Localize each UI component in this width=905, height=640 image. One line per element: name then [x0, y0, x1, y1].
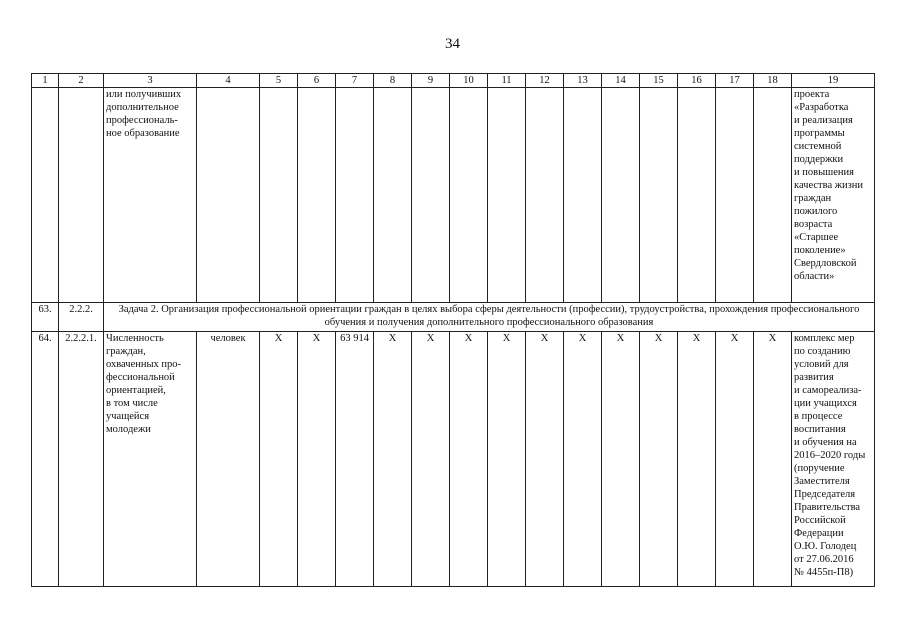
row-number: 63. [32, 303, 59, 332]
column-header: 10 [450, 74, 488, 88]
column-header: 4 [197, 74, 260, 88]
indicators-table [31, 73, 875, 587]
column-header: 1 [32, 74, 59, 88]
table-row-63 [32, 303, 875, 332]
column-header: 14 [602, 74, 640, 88]
value-cell: X [754, 332, 792, 587]
column-header: 17 [716, 74, 754, 88]
page-number: 34 [445, 36, 460, 52]
value-cell: X [678, 332, 716, 587]
task-title: Задача 2. Организация профессиональной ориентации граждан в целях выбора сферы деятельности (профессии), трудоустройства, прохождения профессионального обучения и получения дополнительного профессионального образования [104, 303, 875, 332]
row-number: 64. [32, 332, 59, 587]
column-header: 12 [526, 74, 564, 88]
column-header: 3 [104, 74, 197, 88]
column-header: 8 [374, 74, 412, 88]
column-header: 18 [754, 74, 792, 88]
column-header: 16 [678, 74, 716, 88]
column-header: 11 [488, 74, 526, 88]
value-cell: X [526, 332, 564, 587]
table-row-64 [32, 332, 875, 587]
column-number-row [32, 74, 875, 88]
unit: человек [197, 332, 260, 587]
column-header: 19 [792, 74, 875, 88]
value-cell: X [564, 332, 602, 587]
value-cell: X [260, 332, 298, 587]
value-cell: X [716, 332, 754, 587]
table-row-continued [32, 88, 875, 303]
value-cell: X [602, 332, 640, 587]
column-header: 13 [564, 74, 602, 88]
indicator-name-continued: или получивших дополнительное профессиональ- ное образование [104, 88, 197, 303]
value-cell: X [450, 332, 488, 587]
column-header: 2 [59, 74, 104, 88]
value-cell: X [640, 332, 678, 587]
value-cell: X [488, 332, 526, 587]
value-cell: X [298, 332, 336, 587]
indicator-name: Численность граждан, охваченных про- фессиональной ориентацией, в том числе учащейся молодежи [104, 332, 197, 587]
column-header: 6 [298, 74, 336, 88]
column-header: 7 [336, 74, 374, 88]
row-code: 2.2.2.1. [59, 332, 104, 587]
value-cell: 63 914 [336, 332, 374, 587]
source-document: комплекс мер по созданию условий для развития и самореализа- ции учащихся в процессе воспитания и обучения на 2016–2020 годы (поручение Заместителя Председателя Правительства Российской Федерации О.Ю. Голодец от 27.06.2016 № 4455п-П8) [792, 332, 875, 587]
row-code: 2.2.2. [59, 303, 104, 332]
column-header: 9 [412, 74, 450, 88]
column-header: 5 [260, 74, 298, 88]
value-cell: X [374, 332, 412, 587]
source-continued: проекта «Разработка и реализация программы системной поддержки и повышения качества жизни граждан пожилого возраста «Старшее поколение» Свердловской области» [792, 88, 875, 303]
column-header: 15 [640, 74, 678, 88]
value-cell: X [412, 332, 450, 587]
